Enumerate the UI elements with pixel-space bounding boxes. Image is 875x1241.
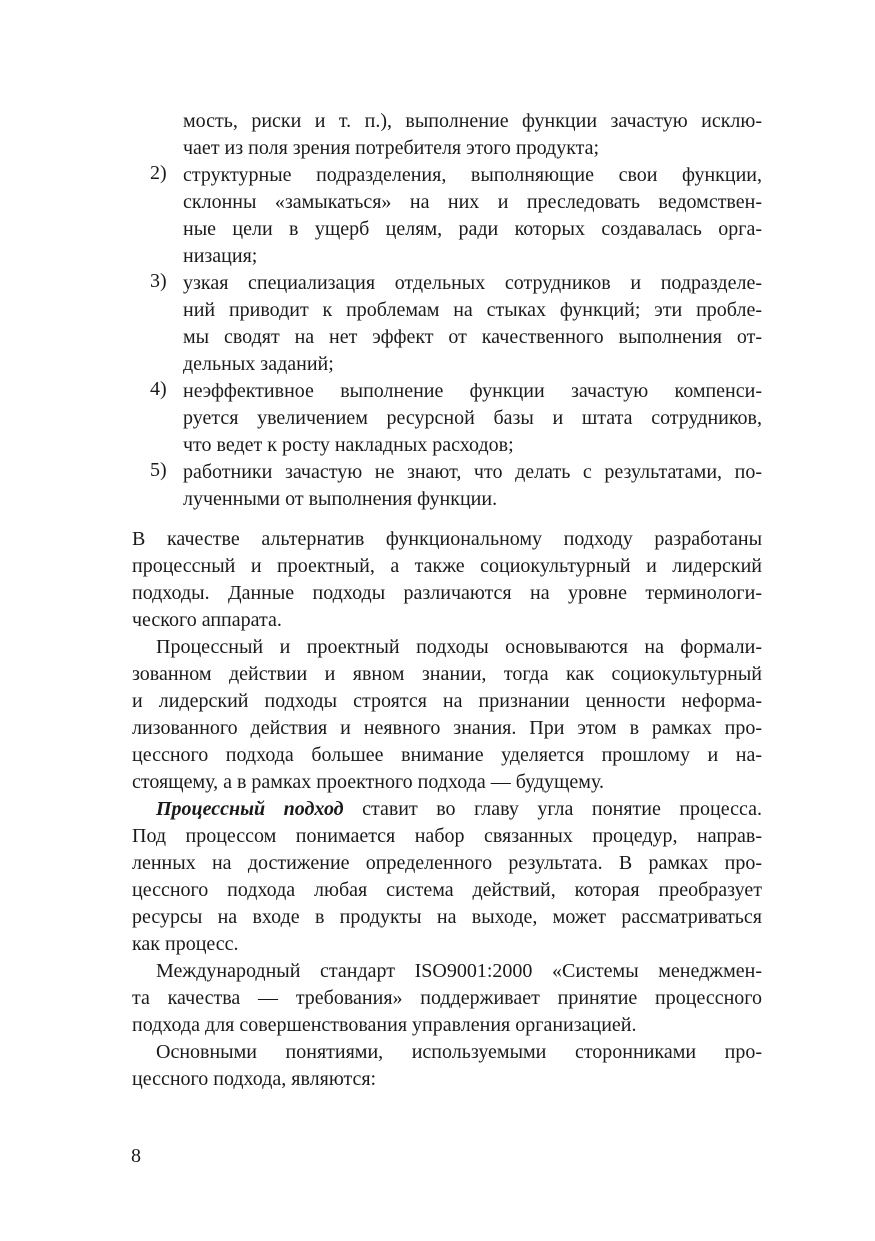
text-line: подхода для совершенствования управления организацией. <box>132 1014 637 1036</box>
list-item-continuation: мость, риски и т. п.), выполнение функции зачастую исклю- <box>183 110 762 132</box>
numbered-list <box>132 108 762 513</box>
text-line: узкая специализация отдельных сотрудников и подразделе- <box>183 272 762 294</box>
text-line: мы сводят на нет эффект от качественного выполнения от- <box>183 326 762 348</box>
paragraph <box>132 1039 762 1093</box>
text-span: ставит во главу угла понятие процесса. <box>362 798 763 820</box>
text-line: как процесс. <box>132 933 239 955</box>
text-line: что ведет к росту накладных расходов; <box>183 434 514 456</box>
text-line: Основными понятиями, используемыми сторонниками про- <box>156 1041 762 1063</box>
paragraph <box>132 796 762 958</box>
list-number: 3) <box>150 270 167 292</box>
text-line: руется увеличением ресурсной базы и штата сотрудников, <box>183 407 762 429</box>
list-number: 5) <box>150 459 167 481</box>
text-line: работники зачастую не знают, что делать с результатами, по- <box>183 461 762 483</box>
paragraph <box>132 958 762 1039</box>
text-line: подходы. Данные подходы различаются на уровне терминологи- <box>132 582 762 604</box>
text-line: лизованного действия и неявного знания. При этом в рамках про- <box>132 717 762 739</box>
list-item <box>132 162 762 270</box>
text-line: ные цели в ущерб целям, ради которых создавалась орга- <box>183 218 762 240</box>
list-number: 2) <box>150 162 167 184</box>
text-line: структурные подразделения, выполняющие свои функции, <box>183 164 762 186</box>
text-line: цессного подхода любая система действий, которая преобразует <box>132 879 762 901</box>
text-line: ний приводит к проблемам на стыках функций; эти пробле- <box>183 299 762 321</box>
text-line: склонны «замыкаться» на них и преследовать ведомствен- <box>183 191 762 213</box>
text-line: Процессный и проектный подходы основываются на формали- <box>156 636 762 658</box>
list-item <box>132 378 762 459</box>
text-line: неэффективное выполнение функции зачастую компенси- <box>183 380 762 402</box>
paragraph <box>132 526 762 634</box>
text-line: зованном действии и явном знании, тогда как социокультурный <box>132 663 762 685</box>
text-line: та качества — требования» поддерживает принятие процессного <box>132 987 762 1009</box>
page-body <box>132 108 762 1093</box>
text-line: цессного подхода большее внимание уделяется прошлому и на- <box>132 744 762 766</box>
text-line: ческого аппарата. <box>132 609 282 631</box>
text-line: В качестве альтернатив функциональному подходу разработаны <box>132 528 762 550</box>
text-line: процессный и проектный, а также социокультурный и лидерский <box>132 555 762 577</box>
list-item <box>132 459 762 513</box>
text-line <box>132 796 762 823</box>
emphasized-term: Процессный подход <box>156 798 344 820</box>
text-line: лученными от выполнения функции. <box>183 488 498 510</box>
text-line: Международный стандарт ISO9001:2000 «Системы менеджмен- <box>156 960 762 982</box>
list-number: 4) <box>150 378 167 400</box>
paragraph <box>132 634 762 796</box>
text-line: стоящему, а в рамках проектного подхода — будущему. <box>132 771 604 793</box>
text-line: Под процессом понимается набор связанных процедур, направ- <box>132 825 762 847</box>
list-item-continuation: чает из поля зрения потребителя этого продукта; <box>183 137 600 159</box>
text-line: цессного подхода, являются: <box>132 1068 377 1090</box>
text-line: дельных заданий; <box>183 353 334 375</box>
list-item <box>132 270 762 378</box>
text-line: ленных на достижение определенного результата. В рамках про- <box>132 852 762 874</box>
text-line: ресурсы на входе в продукты на выходе, может рассматриваться <box>132 906 762 928</box>
page-number: 8 <box>131 1145 141 1167</box>
text-line: и лидерский подходы строятся на признании ценности неформа- <box>132 690 762 712</box>
text-line: низация; <box>183 245 258 267</box>
